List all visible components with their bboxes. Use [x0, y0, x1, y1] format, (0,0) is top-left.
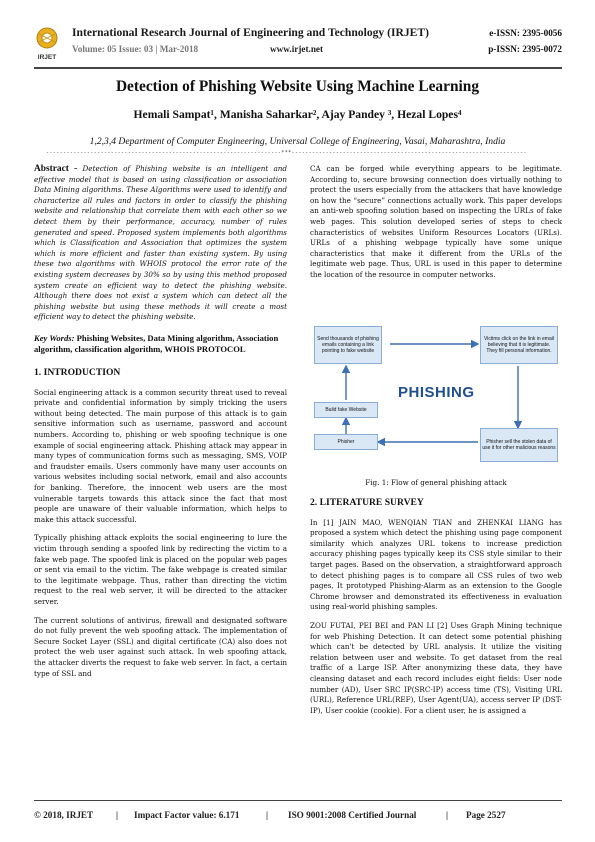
- right-column-bottom: [310, 498, 562, 724]
- right-column-top: [310, 164, 562, 289]
- journal-title: International Research Journal of Engineering and Technology (IRJET): [72, 26, 429, 39]
- journal-url[interactable]: www.irjet.net: [270, 44, 324, 54]
- phishing-label: PHISHING: [398, 384, 475, 401]
- figure-caption: Fig. 1: Flow of general phishing attack: [365, 478, 507, 487]
- intro-paragraph-1: Social engineering attack is a common security threat used to reveal private and confidential information by simply tricking the users without being detected. The main purpose of this attack is to gain sensitive information such as username, password and account numbers. According to, phishing or web spoofing technique is one example of social engineering attack. Phishing attack may appear in many types of communication forms such as messaging, SMS, VOIP and fraudster emails. Users commonly have many user accounts on various websites including social network, email and also accounts for banking. Therefore, the innocent web users are the most vulnerable targets towards this attack since the fact that most people are unaware of their valuable information, which helps to make this attack successful.: [34, 387, 287, 524]
- box-build-website: Build fake Website: [314, 402, 378, 418]
- intro-paragraph-3: The current solutions of antivirus, firewall and designated software do not fully prevent the web spoofing attack. The implementation of Secure Socket Layer (SSL) and digital certificate (CA) also does not protect the web user against such attack. In web spoofing attack, the attacker diverts the request to fake web server. In fact, a certain type of SSL and: [34, 615, 287, 678]
- abstract-text: Detection of Phishing website is an intelligent and effective model that is based on using classification or association Data Mining algorithms. These Algorithms were used to identify and characterize all rules and factors in order to classify the phishing website and relationship that correlate them with each other so we detect them by their performance, accuracy, number of rules generated and speed. Proposed system implements both algorithms which is Classification and Association that optimizes the system which is more efficient and faster than existing system. By using these two algorithms with WHOIS protocol the error rate of the existing system decreases by 30% so by using this method proposed system create an efficient way to detect the phishing website. Although there does not exist a system which can detect all the phishing website but using these methods it will create a most efficient way to detect the phishing website.: [34, 164, 287, 322]
- section-heading-introduction: 1. INTRODUCTION: [34, 367, 121, 379]
- box-send-emails: Send thousands of phishing emails containing a link pointing to fake website: [314, 326, 382, 364]
- section-separator: ---------------------------------------------------------------------***---------------------------------------------------------------------: [46, 150, 527, 156]
- paper-authors: Hemali Sampat¹, Manisha Saharkar², Ajay Pandey ³, Hezal Lopes⁴: [133, 108, 462, 121]
- footer-page-number: Page 2527: [466, 810, 506, 820]
- footer-separator: |: [446, 810, 449, 820]
- literature-paragraph-2: ZOU FUTAI, PEI BEI and PAN LI [2] Uses Graph Mining technique for web Phishing Detection. It can detect some potential phishing which can't be detected by URL analysis. It utilize the visiting relation between user and website. To get dataset from the real traffic of a Large ISP. After anonymizing these data, they have cleansing dataset and each record includes eight fields: User node number (AD), User SRC IP(SRC-IP) access time (TS), Visiting URL (URL), Reference URL(REF), User Agent(UA), access server IP (DST-IP), User cookie (cookie). For a client user, he is assigned a: [310, 620, 562, 715]
- paper-title: Detection of Phishing Website Using Machine Learning: [115, 78, 480, 95]
- keywords-label: Key Words:: [34, 332, 75, 343]
- keywords: [34, 333, 287, 354]
- footer-copyright: © 2018, IRJET: [34, 810, 94, 820]
- keywords-text: Phishing Websites, Data Mining algorithm, Association algorithm, classification algorithm, WHOIS PROTOCOL: [34, 332, 279, 354]
- intro-paragraph-4: CA can be forged while everything appears to be legitimate. According to, secure browsing connection does virtually nothing to protect the users especially from the attackers that have knowledge on how the “secure” connections actually work. This paper develops an anti-web spoofing solution based on inspecting the URLs of fake web pages. This solution developed series of steps to check characteristics of websites Uniform Resources Locators (URLs). URLs of a phishing webpage typically have some unique characteristics that make it different from the URLs of the legitimate web page. Thus, URL is used in this paper to determine the location of the resource in computer networks.: [310, 164, 562, 279]
- footer-impact-factor: Impact Factor value: 6.171: [134, 810, 240, 820]
- left-column: [34, 164, 287, 687]
- footer-rule: [34, 800, 562, 801]
- intro-paragraph-2: Typically phishing attack exploits the social engineering to lure the victim through sending a spoofed link by redirecting the victim to a fake web page. The spoofed link is placed on the popular web pages or sent via email to the victim. The fake webpage is created similar to the legitimate webpage. Thus, rather than directing the victim request to the real web server, it will be directed to the attacker server.: [34, 533, 287, 606]
- phishing-flow-figure: [310, 324, 562, 464]
- journal-header: [34, 26, 562, 64]
- box-phisher: Phisher: [314, 434, 378, 450]
- literature-paragraph-1: In [1] JAIN MAO, WENQIAN TIAN and ZHENKAI LIANG has proposed a system which detect the phishing using page component similarity which analyzes URL tokens to increase prediction accuracy phishing pages typically keep its CSS style similar to their target pages. Based on the observation, a straightforward approach to detect phishing pages is to compare all CSS rules of two web pages, It prototyped Phishing-Alarm as an extension to the Google Chrome browser and demonstrated its effectiveness in evaluation using real-world phishing samples.: [310, 517, 562, 612]
- abstract-label: Abstract -: [34, 164, 78, 174]
- abstract: [34, 164, 287, 323]
- footer-separator: |: [266, 810, 269, 820]
- header-rule: [34, 67, 562, 69]
- volume-info: Volume: 05 Issue: 03 | Mar-2018: [72, 44, 199, 54]
- box-sell-data: Phisher sell the stolen data of use it for other malicious reasons: [480, 428, 558, 462]
- p-issn: p-ISSN: 2395-0072: [488, 44, 562, 54]
- section-heading-literature: 2. LITERATURE SURVEY: [310, 497, 424, 508]
- box-victim-clicks: Victims click on the link in email believing that it is legitimate. They fill personal information.: [480, 326, 558, 364]
- footer-iso: ISO 9001:2008 Certified Journal: [288, 810, 417, 820]
- logo-text: IRJET: [37, 54, 57, 61]
- irjet-logo-icon: [34, 26, 60, 62]
- paper-affiliation: 1,2,3,4 Department of Computer Engineering, Universal College of Engineering, Vasai, Maharashtra, India: [89, 136, 506, 147]
- footer-separator: |: [116, 810, 119, 820]
- e-issn: e-ISSN: 2395-0056: [489, 28, 562, 38]
